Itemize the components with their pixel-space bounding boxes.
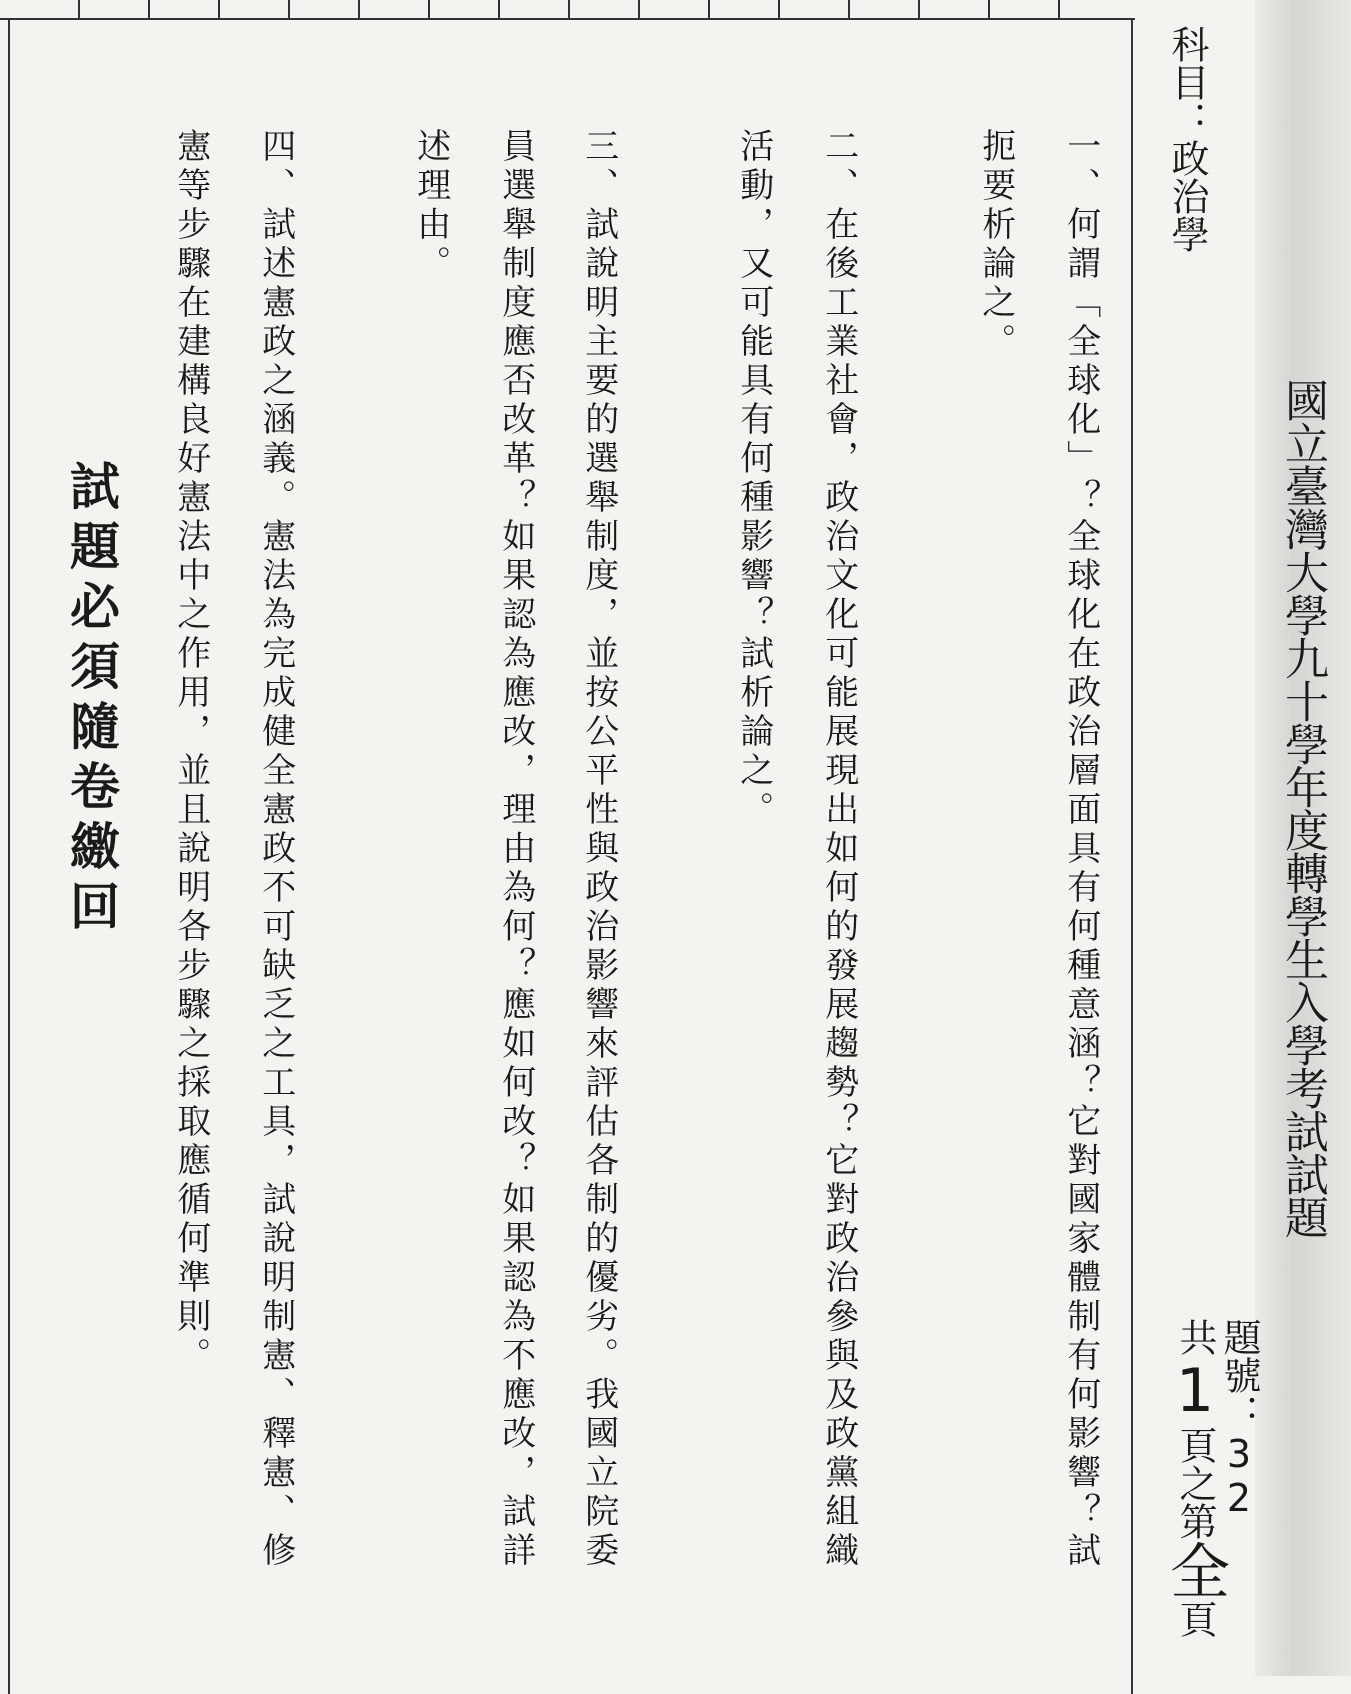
ruler-tick: [1058, 0, 1060, 18]
question-4-line-2: 憲等步驟在建構良好憲法中之作用，並且說明各步驟之採取應循何準則。: [170, 128, 211, 1376]
question-3-line-1: 三、試說明主要的選舉制度，並按公平性與政治影響來評估各制的優劣。我國立院委: [578, 128, 619, 1571]
ruler-tick: [218, 0, 220, 18]
question-3-line-2: 員選舉制度應否改革？如果認為應改，理由為何？應如何改？如果認為不應改，試詳: [495, 128, 536, 1571]
ruler-tick: [708, 0, 710, 18]
page-count: [1152, 1318, 1238, 1638]
question-1-line-2: 扼要析論之。: [975, 128, 1016, 362]
subject-label: 科目：: [1165, 25, 1209, 139]
ruler-tick: [848, 0, 850, 18]
question-2-line-2: 活動，又可能具有何種影響？試析論之。: [733, 128, 774, 830]
question-number: 題號：32: [1217, 1318, 1261, 1520]
question-3-line-3: 述理由。: [410, 128, 451, 284]
ruler-tick: [778, 0, 780, 18]
return-notice: 試題必須隨卷繳回: [62, 460, 121, 940]
pages-middle: 頁之第: [1173, 1426, 1217, 1540]
pages-current: 全: [1160, 1540, 1230, 1600]
ruler-tick: [288, 0, 290, 18]
subject-name: 政治學: [1165, 139, 1209, 253]
pages-suffix: 頁: [1173, 1600, 1217, 1638]
ruler-tick: [78, 0, 80, 18]
pages-total: 1: [1160, 1356, 1230, 1426]
question-4-line-1: 四、試述憲政之涵義。憲法為完成健全憲政不可缺乏之工具，試說明制憲、釋憲、修: [255, 128, 296, 1571]
ruler-tick: [638, 0, 640, 18]
ruler-tick: [358, 0, 360, 18]
question-1-line-1: 一、何謂「全球化」？全球化在政治層面具有何種意涵？它對國家體制有何影響？試: [1060, 128, 1101, 1571]
ruler-tick: [498, 0, 500, 18]
ruler-tick: [988, 0, 990, 18]
ruler-tick: [428, 0, 430, 18]
question-2-line-1: 二、在後工業社會，政治文化可能展現出如何的發展趨勢？它對政治參與及政黨組織: [818, 128, 859, 1571]
exam-title: 國立臺灣大學九十學年度轉學生入學考試試題: [1277, 378, 1328, 1238]
subject-line: [1160, 25, 1215, 253]
ruler-tick: [918, 0, 920, 18]
top-ruler: [0, 0, 1135, 20]
ruler-tick: [148, 0, 150, 18]
pages-prefix: 共: [1173, 1318, 1217, 1356]
ruler-tick: [568, 0, 570, 18]
